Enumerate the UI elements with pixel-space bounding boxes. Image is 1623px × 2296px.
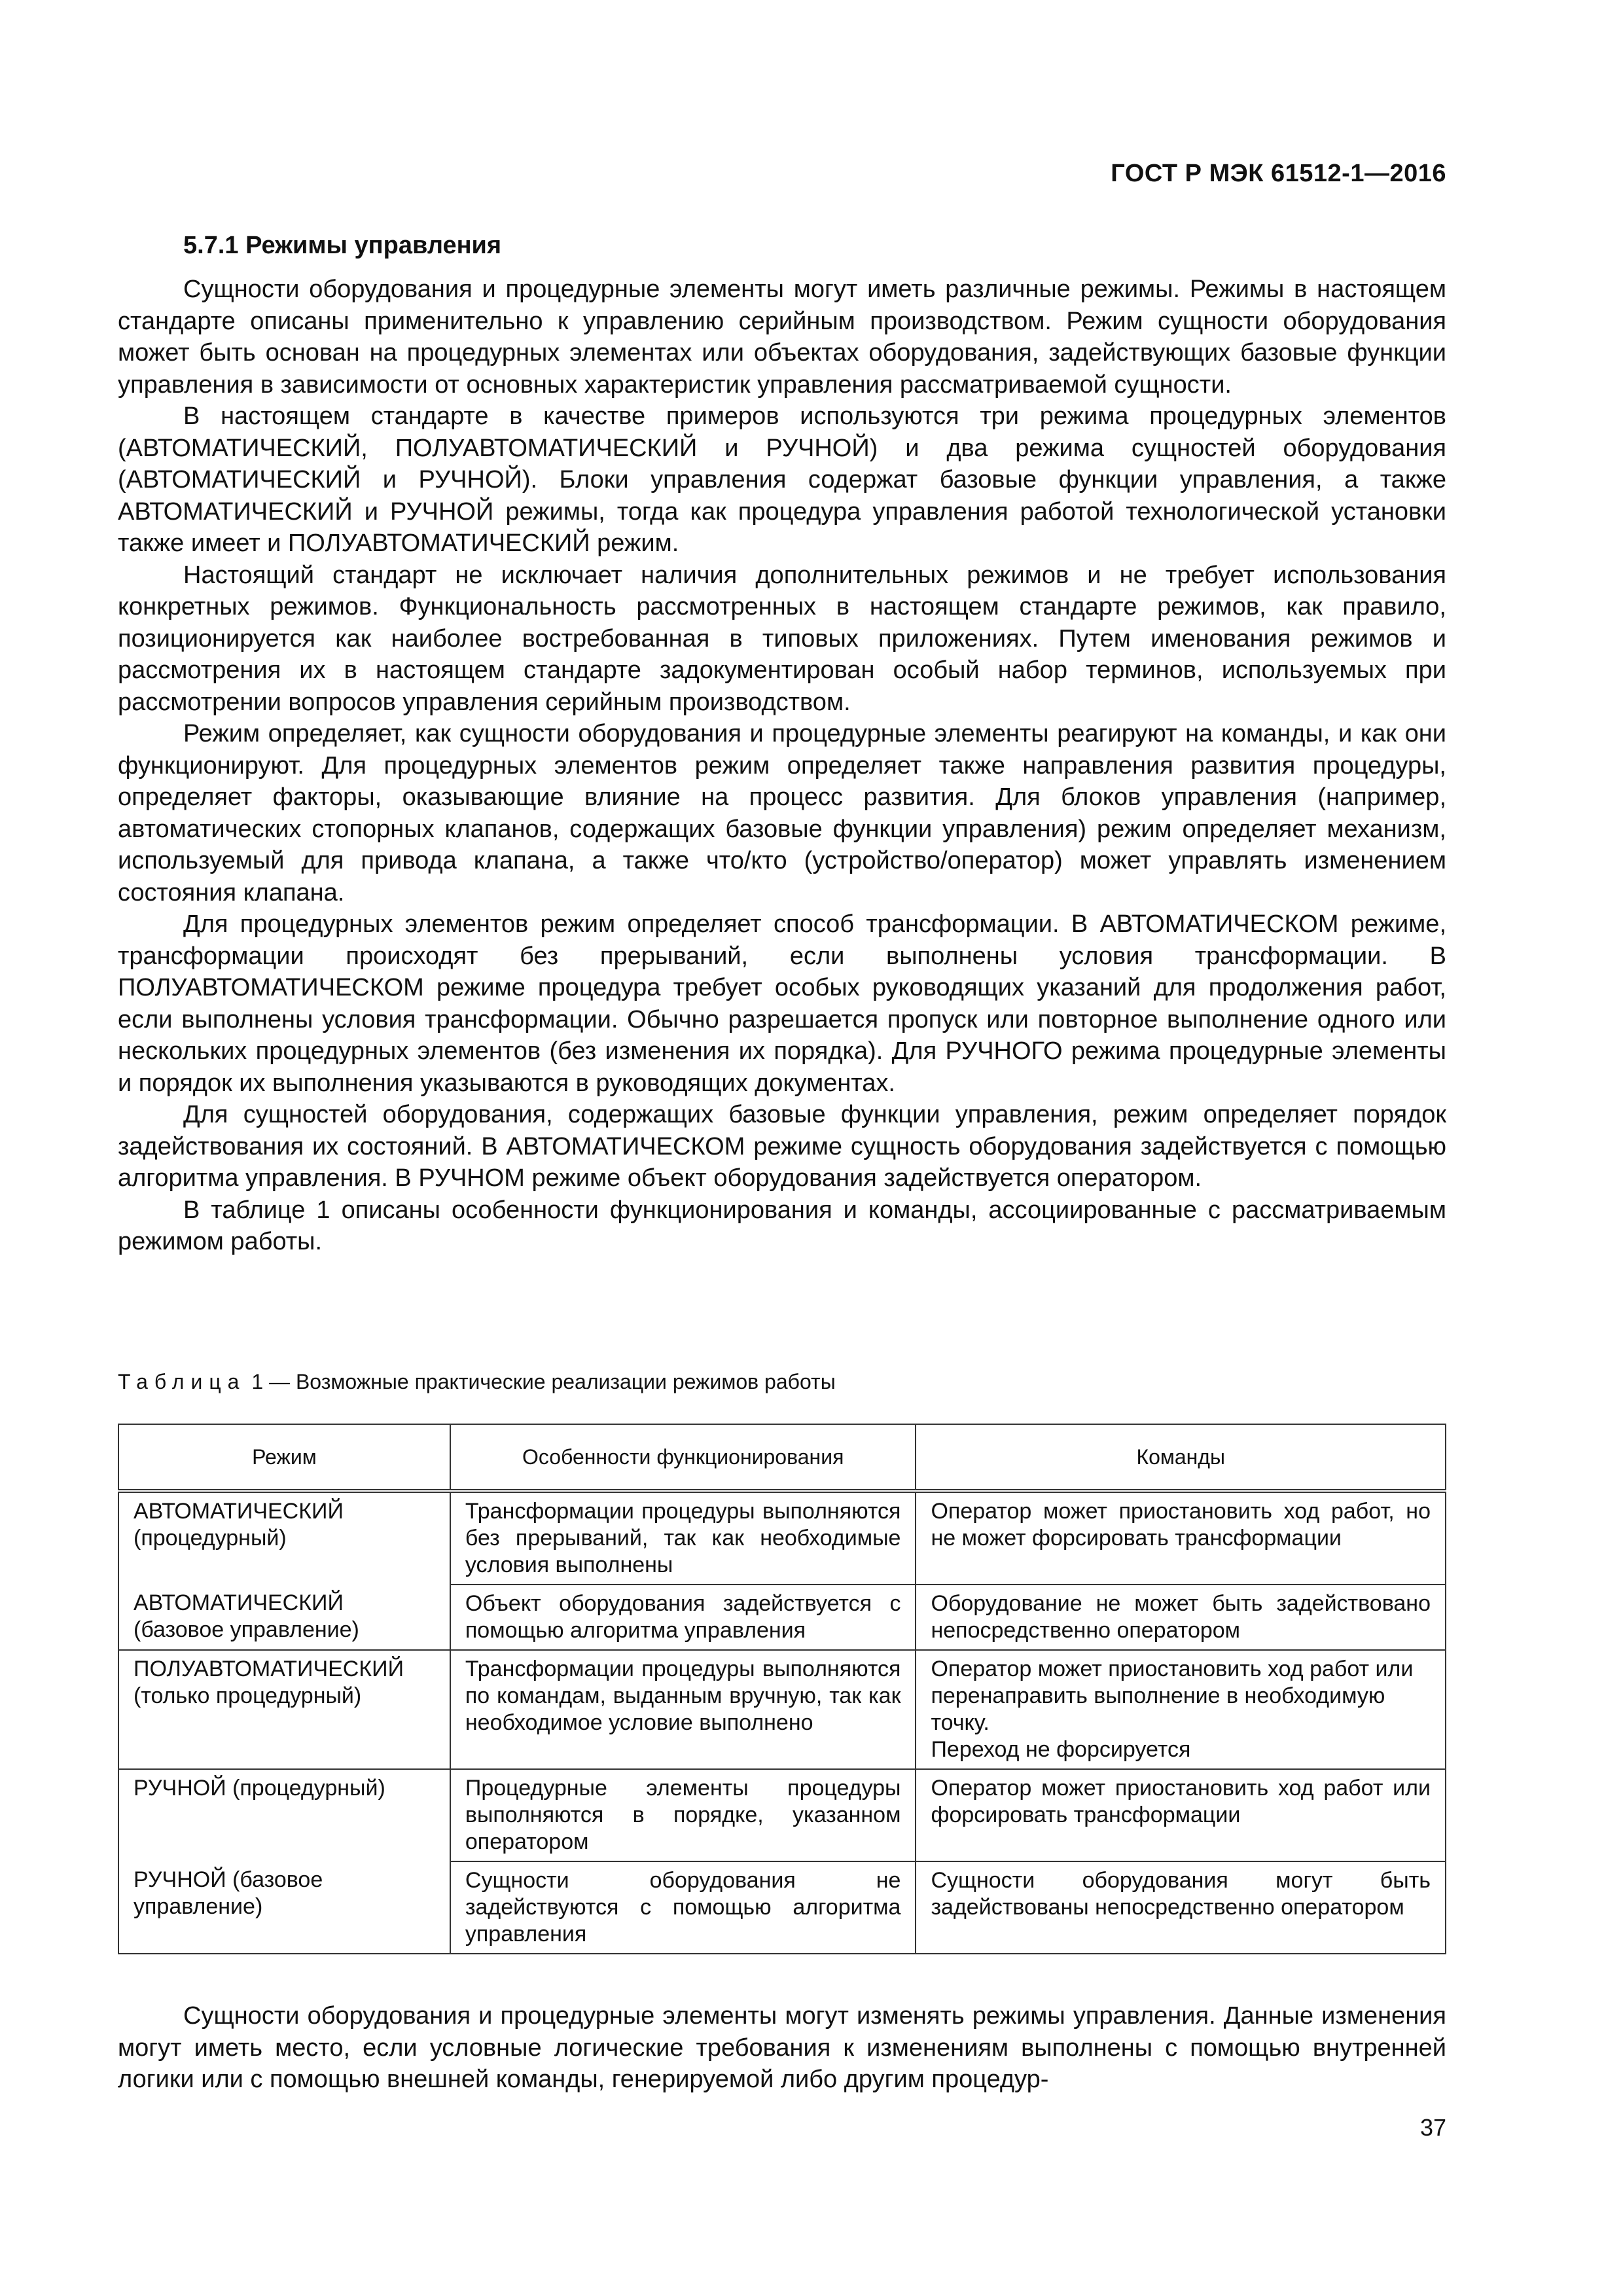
- paragraph: Режим определяет, как сущности оборудования и процедурные элементы реагируют на команды, и как они функционируют. Для процедурных элементов режим определяет также направления развития процедуры, определяет факторы, оказывающие влияние на процесс развития. Для блоков управления (например, автоматических стопорных клапанов, содержащих базовые функции управления) режим определяет механизм, используемый для привода клапана, а также что/кто (устройство/оператор) может управлять изменением состояния клапана.: [118, 720, 1446, 906]
- cell-commands: Сущности оборудования могут быть задействованы непосредственно оператором: [916, 1861, 1446, 1954]
- cell-features: Объект оборудования задействуется с помощью алгоритма управления: [450, 1585, 916, 1650]
- table-row: [118, 1491, 1446, 1585]
- body-text: [118, 274, 1446, 1258]
- paragraph: Сущности оборудования и процедурные элементы могут иметь различные режимы. Режимы в настоящем стандарте описаны применительно к управлению серийным производством. Режим сущности оборудования может быть основан на процедурных элементах или объектах оборудования, задействующих базовые функции управления в зависимости от основных характеристик управления рассматриваемой сущности.: [118, 276, 1446, 399]
- paragraph: Настоящий стандарт не исключает наличия дополнительных режимов и не требует использования конкретных режимов. Функциональность рассмотренных в настоящем стандарте режимов, как правило, позиционируется как наиболее востребованная в типовых приложениях. Путем именования режимов и рассмотрения их в настоящем стандарте задокументирован особый набор терминов, используемых при рассмотрении вопросов управления серийным производством.: [118, 561, 1446, 716]
- cell-mode: АВТОМАТИЧЕСКИЙ (базовое управление): [118, 1585, 450, 1650]
- page-number: 37: [1419, 2114, 1446, 2141]
- cell-commands-extra: Переход не форсируется: [931, 1737, 1191, 1762]
- table-row: [118, 1769, 1446, 1861]
- cell-features: Процедурные элементы процедуры выполняются в порядке, указанном оператором: [450, 1769, 916, 1861]
- document-header: ГОСТ Р МЭК 61512-1—2016: [1111, 160, 1446, 187]
- cell-mode: АВТОМАТИЧЕСКИЙ (процедурный): [118, 1491, 450, 1585]
- cell-commands-text: Оператор может приостановить ход работ или перенаправить выполнение в необходимую точку.: [931, 1657, 1414, 1735]
- cell-features: Трансформации процедуры выполняются по командам, выданным вручную, так как необходимое условие выполнено: [450, 1650, 916, 1769]
- cell-commands: [916, 1650, 1446, 1769]
- cell-features: Сущности оборудования не задействуются с помощью алгоритма управления: [450, 1861, 916, 1954]
- table-caption-text: 1 — Возможные практические реализации режимов работы: [245, 1370, 836, 1393]
- table-caption-label: Таблица: [118, 1370, 246, 1393]
- cell-mode: ПОЛУАВТОМАТИЧЕСКИЙ (только процедурный): [118, 1650, 450, 1769]
- cell-commands: Оператор может приостановить ход работ или форсировать трансформации: [916, 1769, 1446, 1861]
- modes-table: [118, 1424, 1446, 1954]
- column-header-commands: Команды: [916, 1424, 1446, 1491]
- section-title: 5.7.1 Режимы управления: [183, 232, 502, 259]
- cell-mode: РУЧНОЙ (базовое управление): [118, 1861, 450, 1954]
- paragraph: В настоящем стандарте в качестве примеров используются три режима процедурных элементов (АВТОМАТИЧЕСКИЙ, ПОЛУАВТОМАТИЧЕСКИЙ и РУЧНОЙ) и два режима сущностей оборудования (АВТОМАТИЧЕСКИЙ и РУЧНОЙ). Блоки управления содержат базовые функции управления, а также АВТОМАТИЧЕСКИЙ и РУЧНОЙ режимы, тогда как процедура управления работой технологической установки также имеет и ПОЛУАВТОМАТИЧЕСКИЙ режим.: [118, 403, 1446, 557]
- paragraph: Для сущностей оборудования, содержащих базовые функции управления, режим определяет порядок задействования их состояний. В АВТОМАТИЧЕСКОМ режиме сущность оборудования задействуется с помощью алгоритма управления. В РУЧНОМ режиме объект оборудования задействуется оператором.: [118, 1101, 1446, 1192]
- table-caption: [118, 1370, 836, 1394]
- paragraph: Для процедурных элементов режим определяет способ трансформации. В АВТОМАТИЧЕСКОМ режиме, трансформации происходят без прерываний, если выполнены условия трансформации. В ПОЛУАВТОМАТИЧЕСКОМ режиме процедура требует особых руководящих указаний для продолжения работ, если выполнены условия трансформации. Обычно разрешается пропуск или повторное выполнение одного или нескольких процедурных элементов (без изменения их порядка). Для РУЧНОГО режима процедурные элементы и порядок их выполнения указываются в руководящих документах.: [118, 910, 1446, 1097]
- column-header-mode: Режим: [118, 1424, 450, 1491]
- cell-commands: Оператор может приостановить ход работ, но не может форсировать трансформации: [916, 1491, 1446, 1585]
- cell-features: Трансформации процедуры выполняются без прерываний, так как необходимые условия выполнены: [450, 1491, 916, 1585]
- cell-commands: Оборудование не может быть задействовано непосредственно оператором: [916, 1585, 1446, 1650]
- after-table-text: [118, 2000, 1446, 2096]
- table-header-row: [118, 1424, 1446, 1491]
- paragraph: Сущности оборудования и процедурные элементы могут изменять режимы управления. Данные изменения могут иметь место, если условные логические требования к изменениям выполнены с помощью внутренней логики или с помощью внешней команды, генерируемой либо другим процедур-: [118, 2002, 1446, 2093]
- cell-mode: РУЧНОЙ (процедурный): [118, 1769, 450, 1861]
- paragraph: В таблице 1 описаны особенности функционирования и команды, ассоциированные с рассматриваемым режимом работы.: [118, 1196, 1446, 1255]
- table-row: [118, 1585, 1446, 1650]
- table-row: [118, 1861, 1446, 1954]
- table-row: [118, 1650, 1446, 1769]
- column-header-features: Особенности функционирования: [450, 1424, 916, 1491]
